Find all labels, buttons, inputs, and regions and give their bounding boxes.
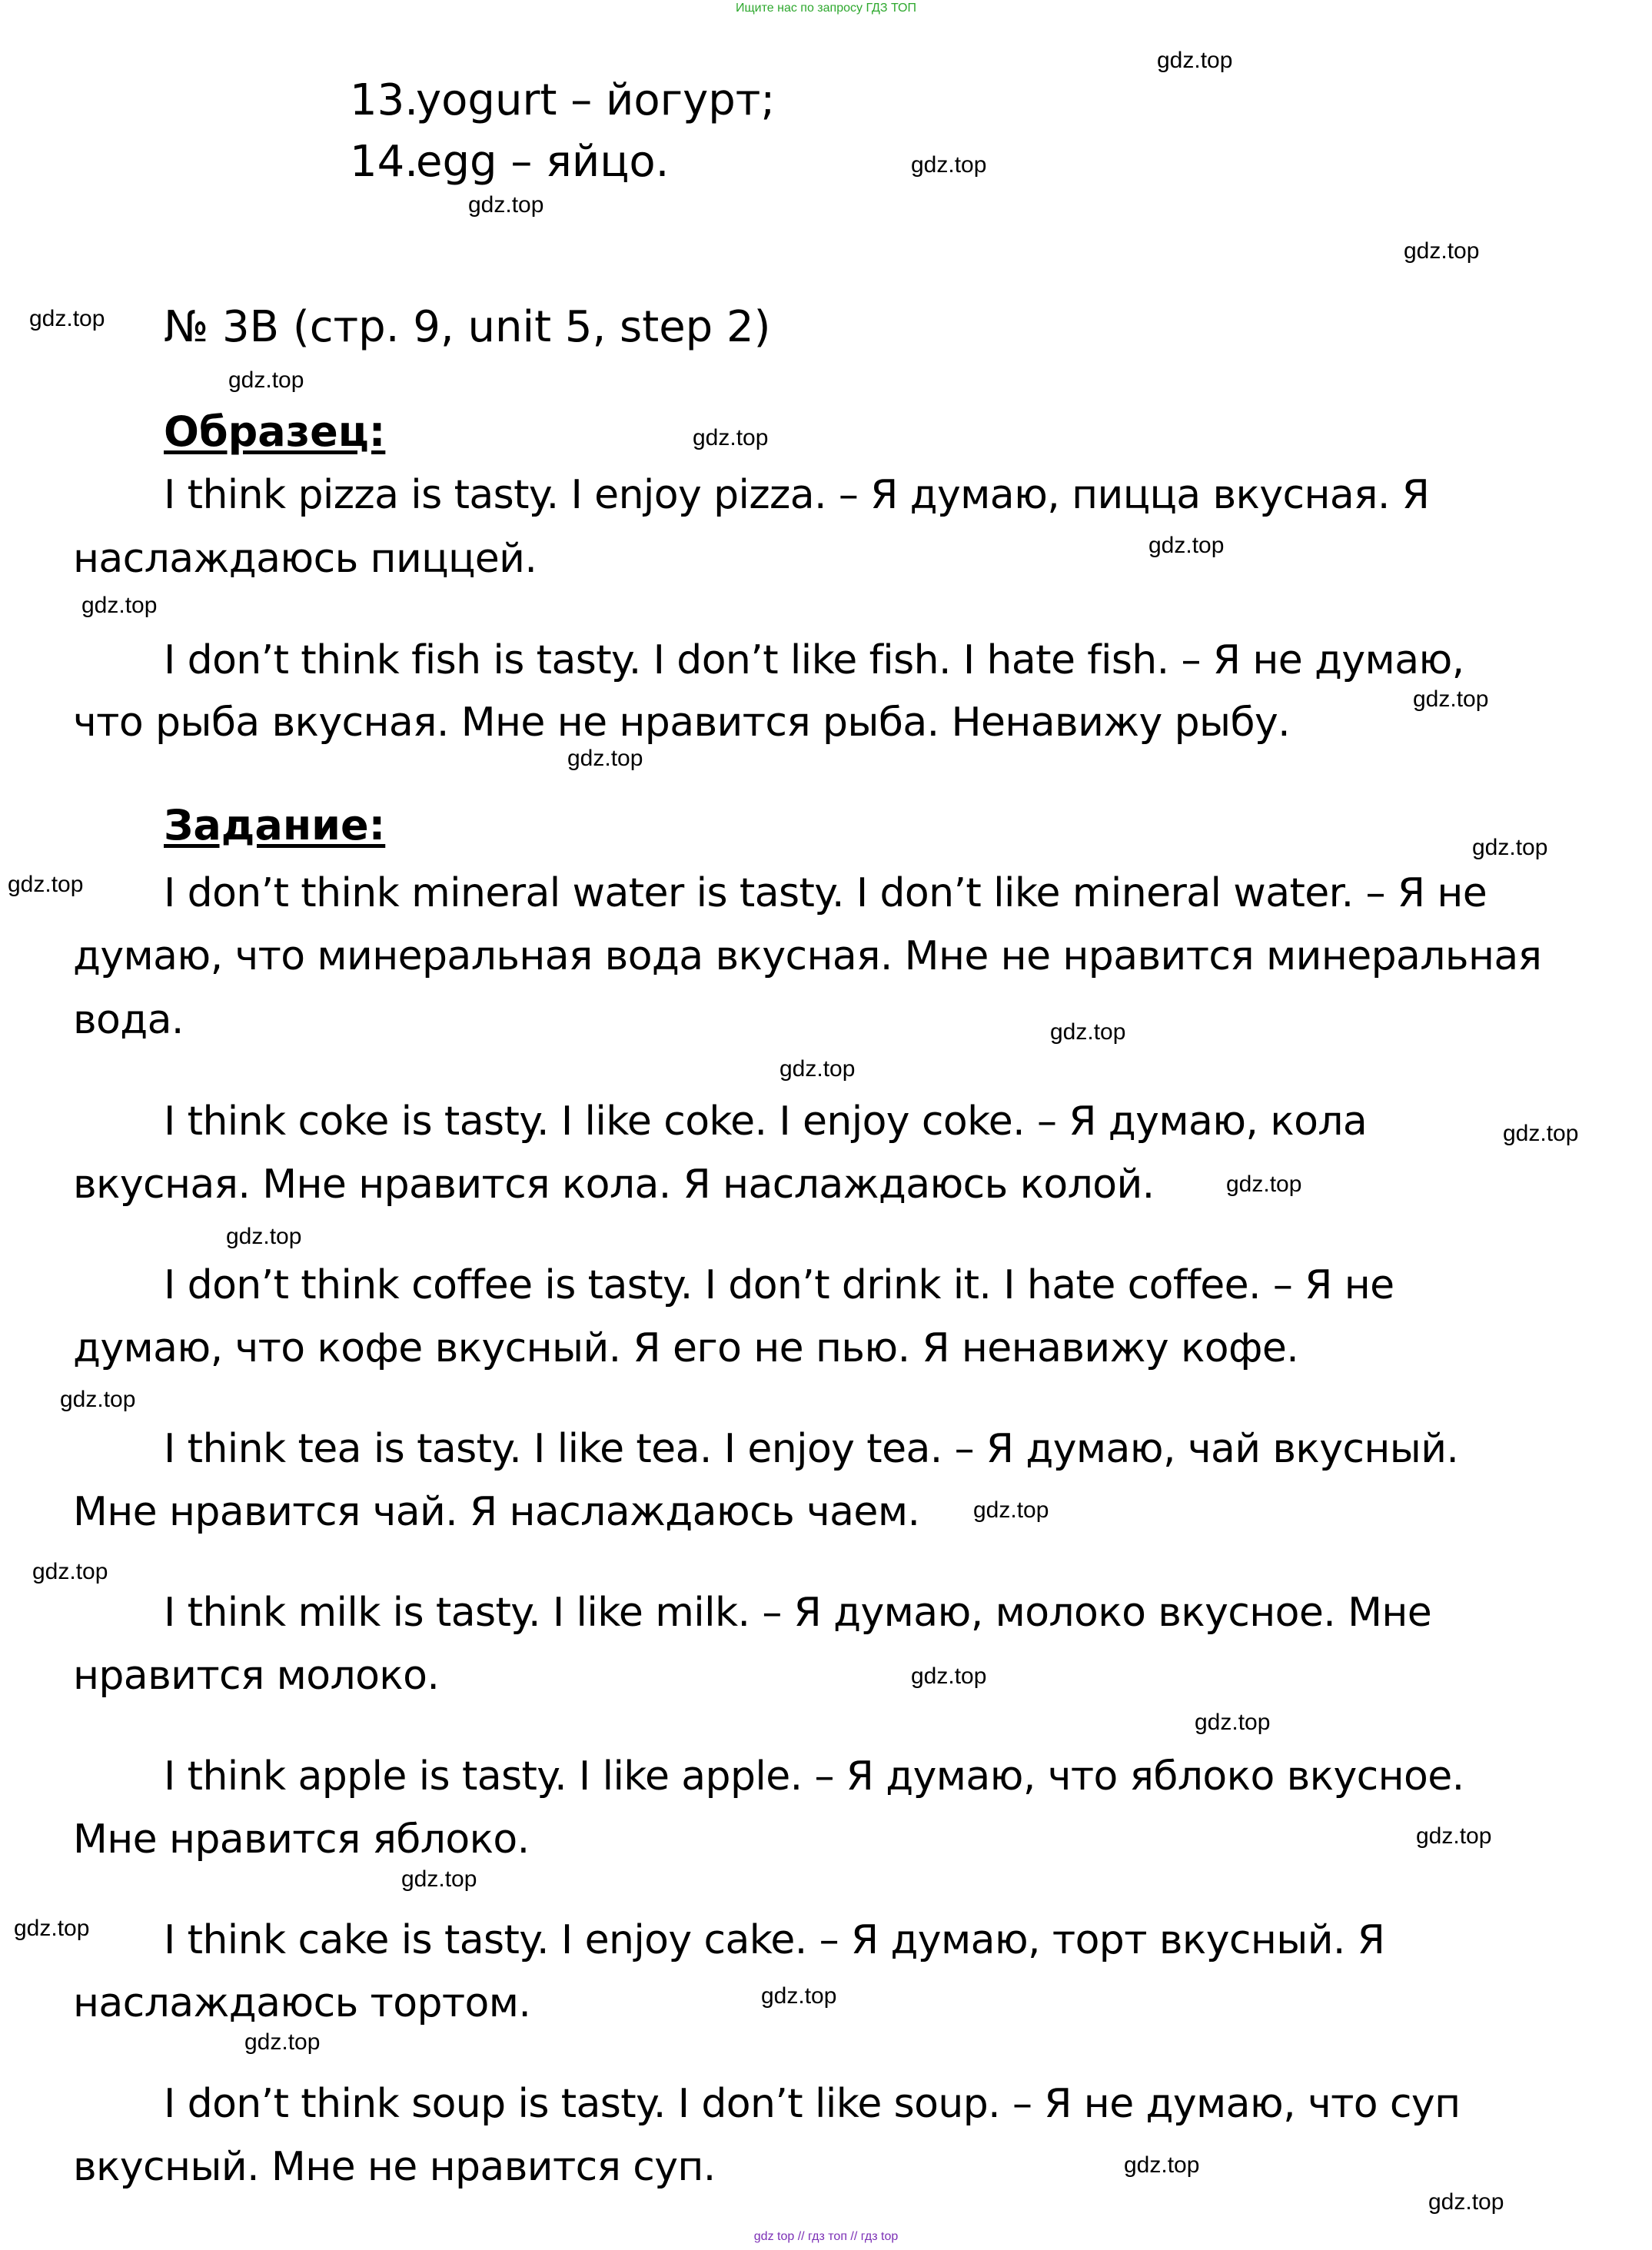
task-paragraph-line: I think coke is tasty. I like coke. I enjoy coke. – Я думаю, кола <box>164 1098 1368 1145</box>
watermark: gdz.top <box>1416 1823 1492 1849</box>
task-paragraph-line: нравится молоко. <box>73 1653 440 1699</box>
task-paragraph-line: вкусный. Мне не нравится суп. <box>73 2144 716 2190</box>
task-paragraph-line: I don’t think mineral water is tasty. I don’t like mineral water. – Я не <box>164 870 1487 916</box>
watermark: gdz.top <box>29 306 105 331</box>
watermark: gdz.top <box>1124 2152 1200 2178</box>
top-banner[interactable]: Ищите нас по запросу ГДЗ ТОП <box>736 2 916 15</box>
watermark: gdz.top <box>60 1387 136 1412</box>
watermark: gdz.top <box>14 1916 90 1941</box>
sample-heading: Образец: <box>164 407 386 456</box>
watermark: gdz.top <box>779 1056 856 1082</box>
watermark: gdz.top <box>1503 1121 1579 1146</box>
watermark: gdz.top <box>1157 48 1233 73</box>
task-paragraph-line: I think cake is tasty. I enjoy cake. – Я думаю, торт вкусный. Я <box>164 1917 1385 1963</box>
task-heading: Задание: <box>164 801 386 849</box>
sample-paragraph-line: что рыба вкусная. Мне не нравится рыба. Ненавижу рыбу. <box>73 700 1291 746</box>
watermark: gdz.top <box>1413 686 1489 712</box>
watermark: gdz.top <box>1428 2189 1504 2215</box>
watermark: gdz.top <box>226 1224 302 1249</box>
watermark: gdz.top <box>228 367 304 393</box>
watermark: gdz.top <box>1472 835 1548 860</box>
watermark: gdz.top <box>32 1559 108 1584</box>
watermark: gdz.top <box>401 1866 477 1892</box>
list-item-text: yogurt – йогурт; <box>416 75 776 125</box>
watermark: gdz.top <box>567 746 643 771</box>
watermark: gdz.top <box>1148 533 1225 558</box>
watermark: gdz.top <box>911 1663 987 1689</box>
task-paragraph-line: вкусная. Мне нравится кола. Я наслаждаюсь колой. <box>73 1162 1155 1208</box>
task-paragraph-line: Мне нравится чай. Я наслаждаюсь чаем. <box>73 1489 920 1535</box>
sample-paragraph-line: I think pizza is tasty. I enjoy pizza. – Я думаю, пицца вкусная. Я <box>164 472 1430 518</box>
task-paragraph-line: I don’t think soup is tasty. I don’t like soup. – Я не думаю, что суп <box>164 2081 1461 2127</box>
watermark: gdz.top <box>1050 1019 1126 1045</box>
watermark: gdz.top <box>8 872 84 897</box>
task-title: № 3B (стр. 9, unit 5, step 2) <box>164 302 771 352</box>
watermark: gdz.top <box>81 593 158 618</box>
task-paragraph-line: вода. <box>73 997 184 1043</box>
watermark: gdz.top <box>973 1497 1049 1523</box>
bottom-banner[interactable]: gdz top // гдз топ // гдз top <box>753 2230 899 2243</box>
list-item <box>350 138 669 186</box>
sample-paragraph-line: I don’t think fish is tasty. I don’t like fish. I hate fish. – Я не думаю, <box>164 637 1464 683</box>
task-paragraph-line: I think milk is tasty. I like milk. – Я думаю, молоко вкусное. Мне <box>164 1590 1432 1636</box>
task-paragraph-line: думаю, что кофе вкусный. Я его не пью. Я ненавижу кофе. <box>73 1325 1299 1371</box>
watermark: gdz.top <box>244 2029 321 2055</box>
task-paragraph-line: думаю, что минеральная вода вкусная. Мне не нравится минеральная <box>73 933 1542 979</box>
task-paragraph-line: I think tea is tasty. I like tea. I enjoy tea. – Я думаю, чай вкусный. <box>164 1426 1459 1472</box>
watermark: gdz.top <box>911 152 987 178</box>
task-paragraph-line: наслаждаюсь тортом. <box>73 1980 531 2026</box>
task-paragraph-line: Мне нравится яблоко. <box>73 1816 530 1863</box>
watermark: gdz.top <box>468 192 544 218</box>
list-item-number: 13. <box>350 75 419 125</box>
list-item-text: egg – яйцо. <box>416 137 670 187</box>
task-paragraph-line: I don’t think coffee is tasty. I don’t drink it. I hate coffee. – Я не <box>164 1262 1394 1308</box>
watermark: gdz.top <box>693 425 769 450</box>
watermark: gdz.top <box>1195 1710 1271 1735</box>
watermark: gdz.top <box>1404 238 1480 264</box>
watermark: gdz.top <box>761 1983 837 2009</box>
list-item-number: 14. <box>350 137 419 187</box>
task-paragraph-line: I think apple is tasty. I like apple. – Я думаю, что яблоко вкусное. <box>164 1753 1464 1800</box>
list-item <box>350 77 775 125</box>
sample-paragraph-line: наслаждаюсь пиццей. <box>73 536 537 582</box>
watermark: gdz.top <box>1226 1172 1302 1197</box>
